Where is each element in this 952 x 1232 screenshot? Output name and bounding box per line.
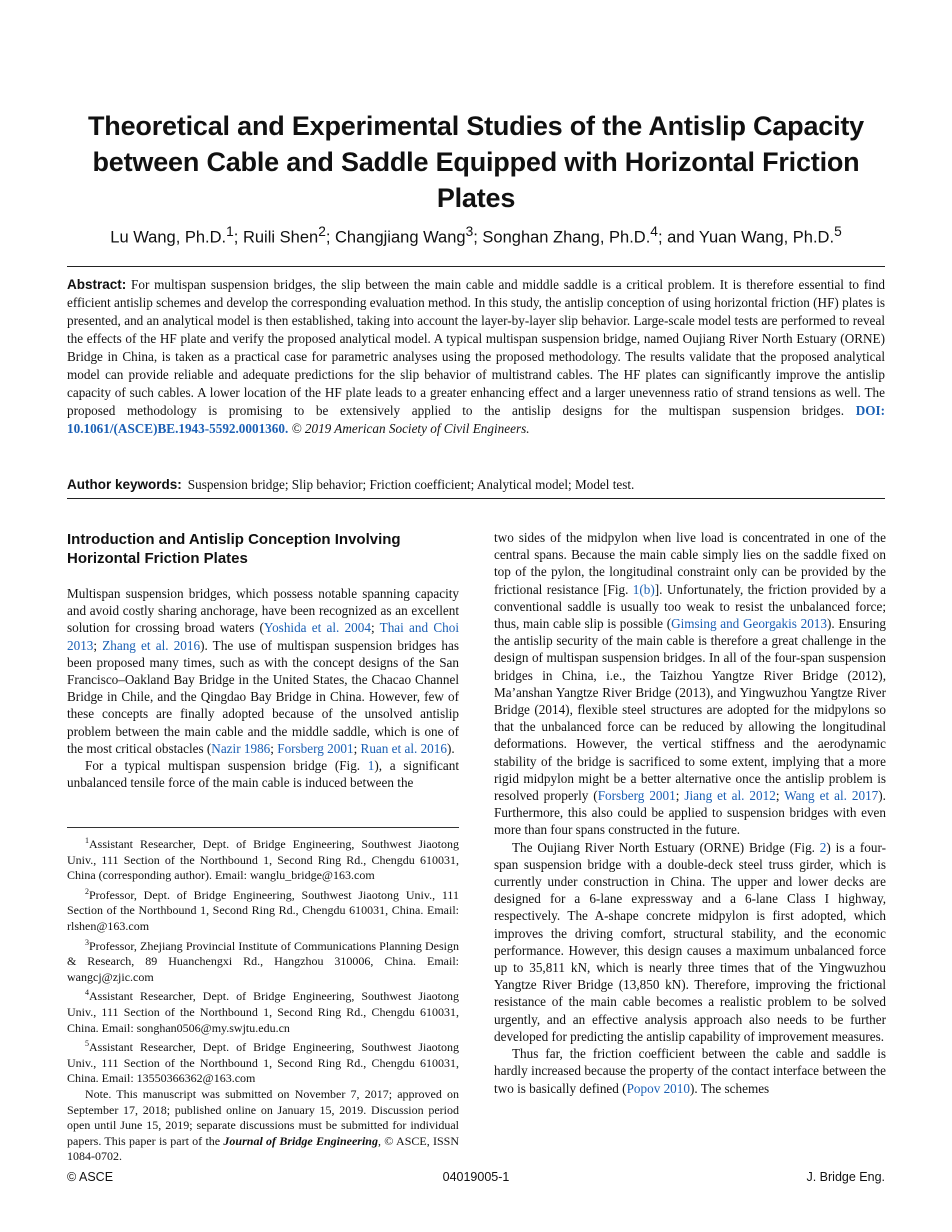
citation-link[interactable]: Gimsing and Georgakis 2013 — [671, 616, 827, 632]
body-text: ). The use of multispan suspension bridges has been proposed many times, such as with the concept designs of the San Francisco–Oakland Bay Bridge in the United States, the Chacao Channel Bridge in Chile, and the Qingdao Bay Bridge in China. However, few of these concepts are finally adopted because of the unsolved antislip problem between the main cable and the middle saddle, which is one of the most critical obstacles ( — [67, 637, 459, 756]
footnote-rule — [67, 827, 459, 828]
keywords-label: Author keywords: — [67, 477, 182, 492]
footnote — [67, 935, 459, 986]
author-affil-marker: 3 — [465, 224, 474, 239]
paper-title: Theoretical and Experimental Studies of the Antislip Capacity between Cable and Saddle Equipped with Horizontal Friction Plates — [88, 111, 864, 213]
author-separator: ; — [233, 228, 243, 247]
citation-link[interactable]: Zhang et al. 2016 — [102, 637, 201, 653]
body-text: ) is a four-span suspension bridge with a double-deck steel truss girder, which is currently under construction in China. The upper and lower decks are designed for a 6-lane expressway and a 6-lane Class I highway, respectively. The A-shape concrete midpylon is first adopted, which improves the driving comfort, structural stability, and the economic performance. However, this design causes a maximum unbalanced force up to 35,811 kN, which is nearly three times that of the Yingwuzhou Yangtze River Bridge (13,850 kN). Therefore, improving the frictional resistance of the main cable becomes a realistic problem to be solved urgently, and an effective analysis approach also needs to be further developed for predicting the antislip capability of improvement measures. — [494, 839, 887, 1044]
intro-paragraph-3 — [494, 839, 886, 1045]
body-text: ). The schemes — [689, 1080, 770, 1096]
keywords-text: Suspension bridge; Slip behavior; Friction coefficient; Analytical model; Model test. — [187, 477, 635, 492]
footnote-marker: 5 — [85, 1039, 89, 1049]
note-text: Note. This manuscript was submitted on November 7, 2017; approved on September 17, 2018; published online on January 15, 2019. Discussion period open until June 15, 2019; separate discussions must be submitted for individual papers. This paper is part of the — [67, 1086, 459, 1148]
doi-link[interactable]: 10.1061/(ASCE)BE.1943-5592.0001360. — [67, 421, 289, 436]
body-text: ; — [675, 788, 685, 804]
author-name: Changjiang Wang — [335, 228, 466, 247]
intro-paragraph-2-cont — [494, 529, 886, 839]
author-affil-marker: 1 — [226, 224, 234, 239]
keywords-bottom-rule — [67, 498, 885, 499]
citation-link[interactable]: Forsberg 2001 — [597, 788, 676, 804]
author-affil-marker: 2 — [318, 224, 326, 239]
intro-paragraph-1 — [67, 585, 459, 757]
author-name: Lu Wang, Ph.D. — [110, 228, 227, 247]
footer-page-id: 04019005-1 — [442, 1170, 510, 1184]
footnotes — [67, 833, 459, 1165]
abstract-top-rule — [67, 266, 885, 267]
figure-link[interactable]: 1(b) — [632, 581, 655, 597]
note-text: , © ASCE, ISSN 1084-0702. — [67, 1133, 460, 1164]
author-name: Songhan Zhang, Ph.D. — [482, 228, 651, 247]
footnote-text: Assistant Researcher, Dept. of Bridge Engineering, Southwest Jiaotong Univ., 111 Section of the Northbound 1, Second Ring Rd., Chengdu 610031, China. Email: 13550366362@163.com — [67, 1040, 459, 1086]
body-text: ; — [775, 788, 785, 804]
abstract-label: Abstract: — [67, 277, 127, 292]
footer-journal: J. Bridge Eng. — [806, 1170, 885, 1184]
body-text: ; — [370, 620, 380, 636]
body-text: The Oujiang River North Estuary (ORNE) Bridge (Fig. — [512, 839, 820, 855]
body-text: ; — [353, 740, 361, 756]
author-name: Yuan Wang, Ph.D. — [698, 228, 835, 247]
citation-link[interactable]: Ruan et al. 2016 — [360, 740, 447, 756]
figure-link[interactable]: 1 — [367, 758, 375, 774]
footnote-text: Professor, Dept. of Bridge Engineering, Southwest Jiaotong Univ., 111 Section of the Northbound 1, Second Ring Rd., Chengdu 610031, China. Email: rlshen@163.com — [67, 887, 459, 933]
footnote — [67, 1036, 459, 1087]
section-heading: Introduction and Antislip Conception Involving Horizontal Friction Plates — [67, 531, 401, 567]
keywords — [67, 476, 885, 494]
author-list — [60, 220, 892, 250]
footnote-marker: 2 — [85, 886, 89, 896]
footnote-text: Assistant Researcher, Dept. of Bridge Engineering, Southwest Jiaotong Univ., 111 Section of the Northbound 1, Second Ring Rd., Chengdu 610031, China (corresponding author). Email: wanglu_bridge@163.com — [67, 837, 459, 883]
footnote — [67, 833, 459, 884]
copyright-text: © 2019 American Society of Civil Engineers. — [291, 421, 530, 436]
body-text: Thus far, the friction coefficient between the cable and saddle is hardly increased because the property of the contact interface between the two is basically defined ( — [494, 1046, 886, 1096]
citation-link[interactable]: Jiang et al. 2012 — [684, 788, 776, 804]
body-text: ), a significant unbalanced tensile force of the main cable is induced between the — [67, 758, 459, 791]
citation-link[interactable]: Yoshida et al. 2004 — [263, 620, 371, 636]
footnote — [67, 985, 459, 1036]
page-footer — [67, 1170, 885, 1186]
citation-link[interactable]: Popov 2010 — [626, 1080, 690, 1096]
author-name: Ruili Shen — [242, 228, 319, 247]
body-text: ]. Unfortunately, the friction provided by a conventional saddle is usually too weak to resist the unbalanced force; thus, main cable slip is possible ( — [494, 581, 886, 632]
footnote-marker: 3 — [85, 937, 89, 947]
author-separator: ; — [325, 228, 336, 247]
abstract — [67, 276, 885, 438]
footnote-text: Assistant Researcher, Dept. of Bridge Engineering, Southwest Jiaotong Univ., 111 Section of the Northbound 1, Second Ring Rd., Chengdu 610031, China. Email: songhan0506@my.swjtu.edu.cn — [67, 989, 459, 1035]
footnote-text: Professor, Zhejiang Provincial Institute of Communications Planning Design & Research, 89 Huanchengxi Rd., Hangzhou 310006, China. Email: wangcj@zjic.com — [67, 938, 459, 984]
right-column — [494, 529, 886, 1097]
body-text: ; — [93, 637, 103, 653]
citation-link[interactable]: Wang et al. 2017 — [784, 788, 879, 804]
author-separator: ; and — [657, 228, 699, 247]
body-text: ). Ensuring the antislip security of the main cable is therefore a great challenge in the design of multispan suspension bridges. In all of the four-span suspension bridges in China, i.e., the Taizhou Yangtze River Bridge (2012), Ma’anshan Yangtze River Bridge (2013), and Yingwuzhou Yangtze River Bridge (2014), flexible steel structures are adopted for the midpylons so that the unbalanced force can be reduced by allowing the longitudinal deformations. However, the vertical stiffness and the aerodynamic stability of the bridge is sacrificed to some extent, implying that a more rigid midpylon might be a better alternative once the antislip problem is resolved properly ( — [494, 616, 887, 804]
citation-link[interactable]: Forsberg 2001 — [277, 740, 354, 756]
journal-name: Journal of Bridge Engineering — [223, 1133, 378, 1148]
citation-link[interactable]: Nazir 1986 — [211, 740, 271, 756]
figure-link[interactable]: 2 — [819, 839, 827, 855]
author-affil-marker: 5 — [834, 224, 842, 239]
body-text: Multispan suspension bridges, which possess notable spanning capacity and avoid costly sharing anchorage, have been recognized as an excellent solution for crossing broad waters ( — [67, 586, 459, 636]
doi-label: DOI: — [855, 403, 885, 418]
intro-paragraph-4 — [494, 1045, 886, 1097]
citation-link[interactable]: Thai and Choi 2013 — [67, 620, 459, 653]
footnote-marker: 4 — [85, 988, 89, 998]
left-column — [67, 530, 459, 791]
body-text: ; — [270, 740, 278, 756]
body-text: ). Furthermore, this also could be applied to suspension bridges with even more than four spans constructed in the future. — [494, 788, 886, 838]
footer-publisher: © ASCE — [67, 1170, 114, 1184]
abstract-text: For multispan suspension bridges, the slip between the main cable and middle saddle is a critical problem. It is therefore essential to find efficient antislip schemes and develop the corresponding evaluation method. In this study, the antislip conception of using horizontal friction (HF) plates is presented, and an analytical model is then established, taking into account the layer-by-layer slip behavior. Large-scale model tests are performed to reveal the effects of the HF plate and verify the proposed analytical model. A typical multispan suspension bridge, named Oujiang River North Estuary (ORNE) Bridge in China, is taken as a practical case for parametric analyses using the proposed methodology. The results validate that the proposed analytical model can provide reliable and adequate predictions for the slip behavior of multistrand cables. The HF plates can significantly improve the antislip capacity of such cables. A lower location of the HF plate leads to a greater enhancing effect and a larger unevenness ratio of strand tensions as well. The proposed methodology is promising to be extensively applied to the antislip designs for the multispan suspension bridges. — [67, 277, 886, 418]
author-affil-marker: 4 — [650, 224, 658, 239]
submission-note — [67, 1087, 459, 1165]
body-text: two sides of the midpylon when live load is concentrated in one of the central spans. Because the main cable simply lies on the saddle fixed on top of the pylon, the longitudinal constraint only can be provided by the frictional resistance [Fig. — [494, 530, 886, 597]
intro-paragraph-2-start — [67, 757, 459, 791]
footnote — [67, 884, 459, 935]
body-text: For a typical multispan suspension bridge (Fig. — [85, 758, 368, 774]
author-separator: ; — [473, 228, 483, 247]
body-text: ). — [446, 740, 455, 756]
footnote-marker: 1 — [85, 836, 89, 845]
